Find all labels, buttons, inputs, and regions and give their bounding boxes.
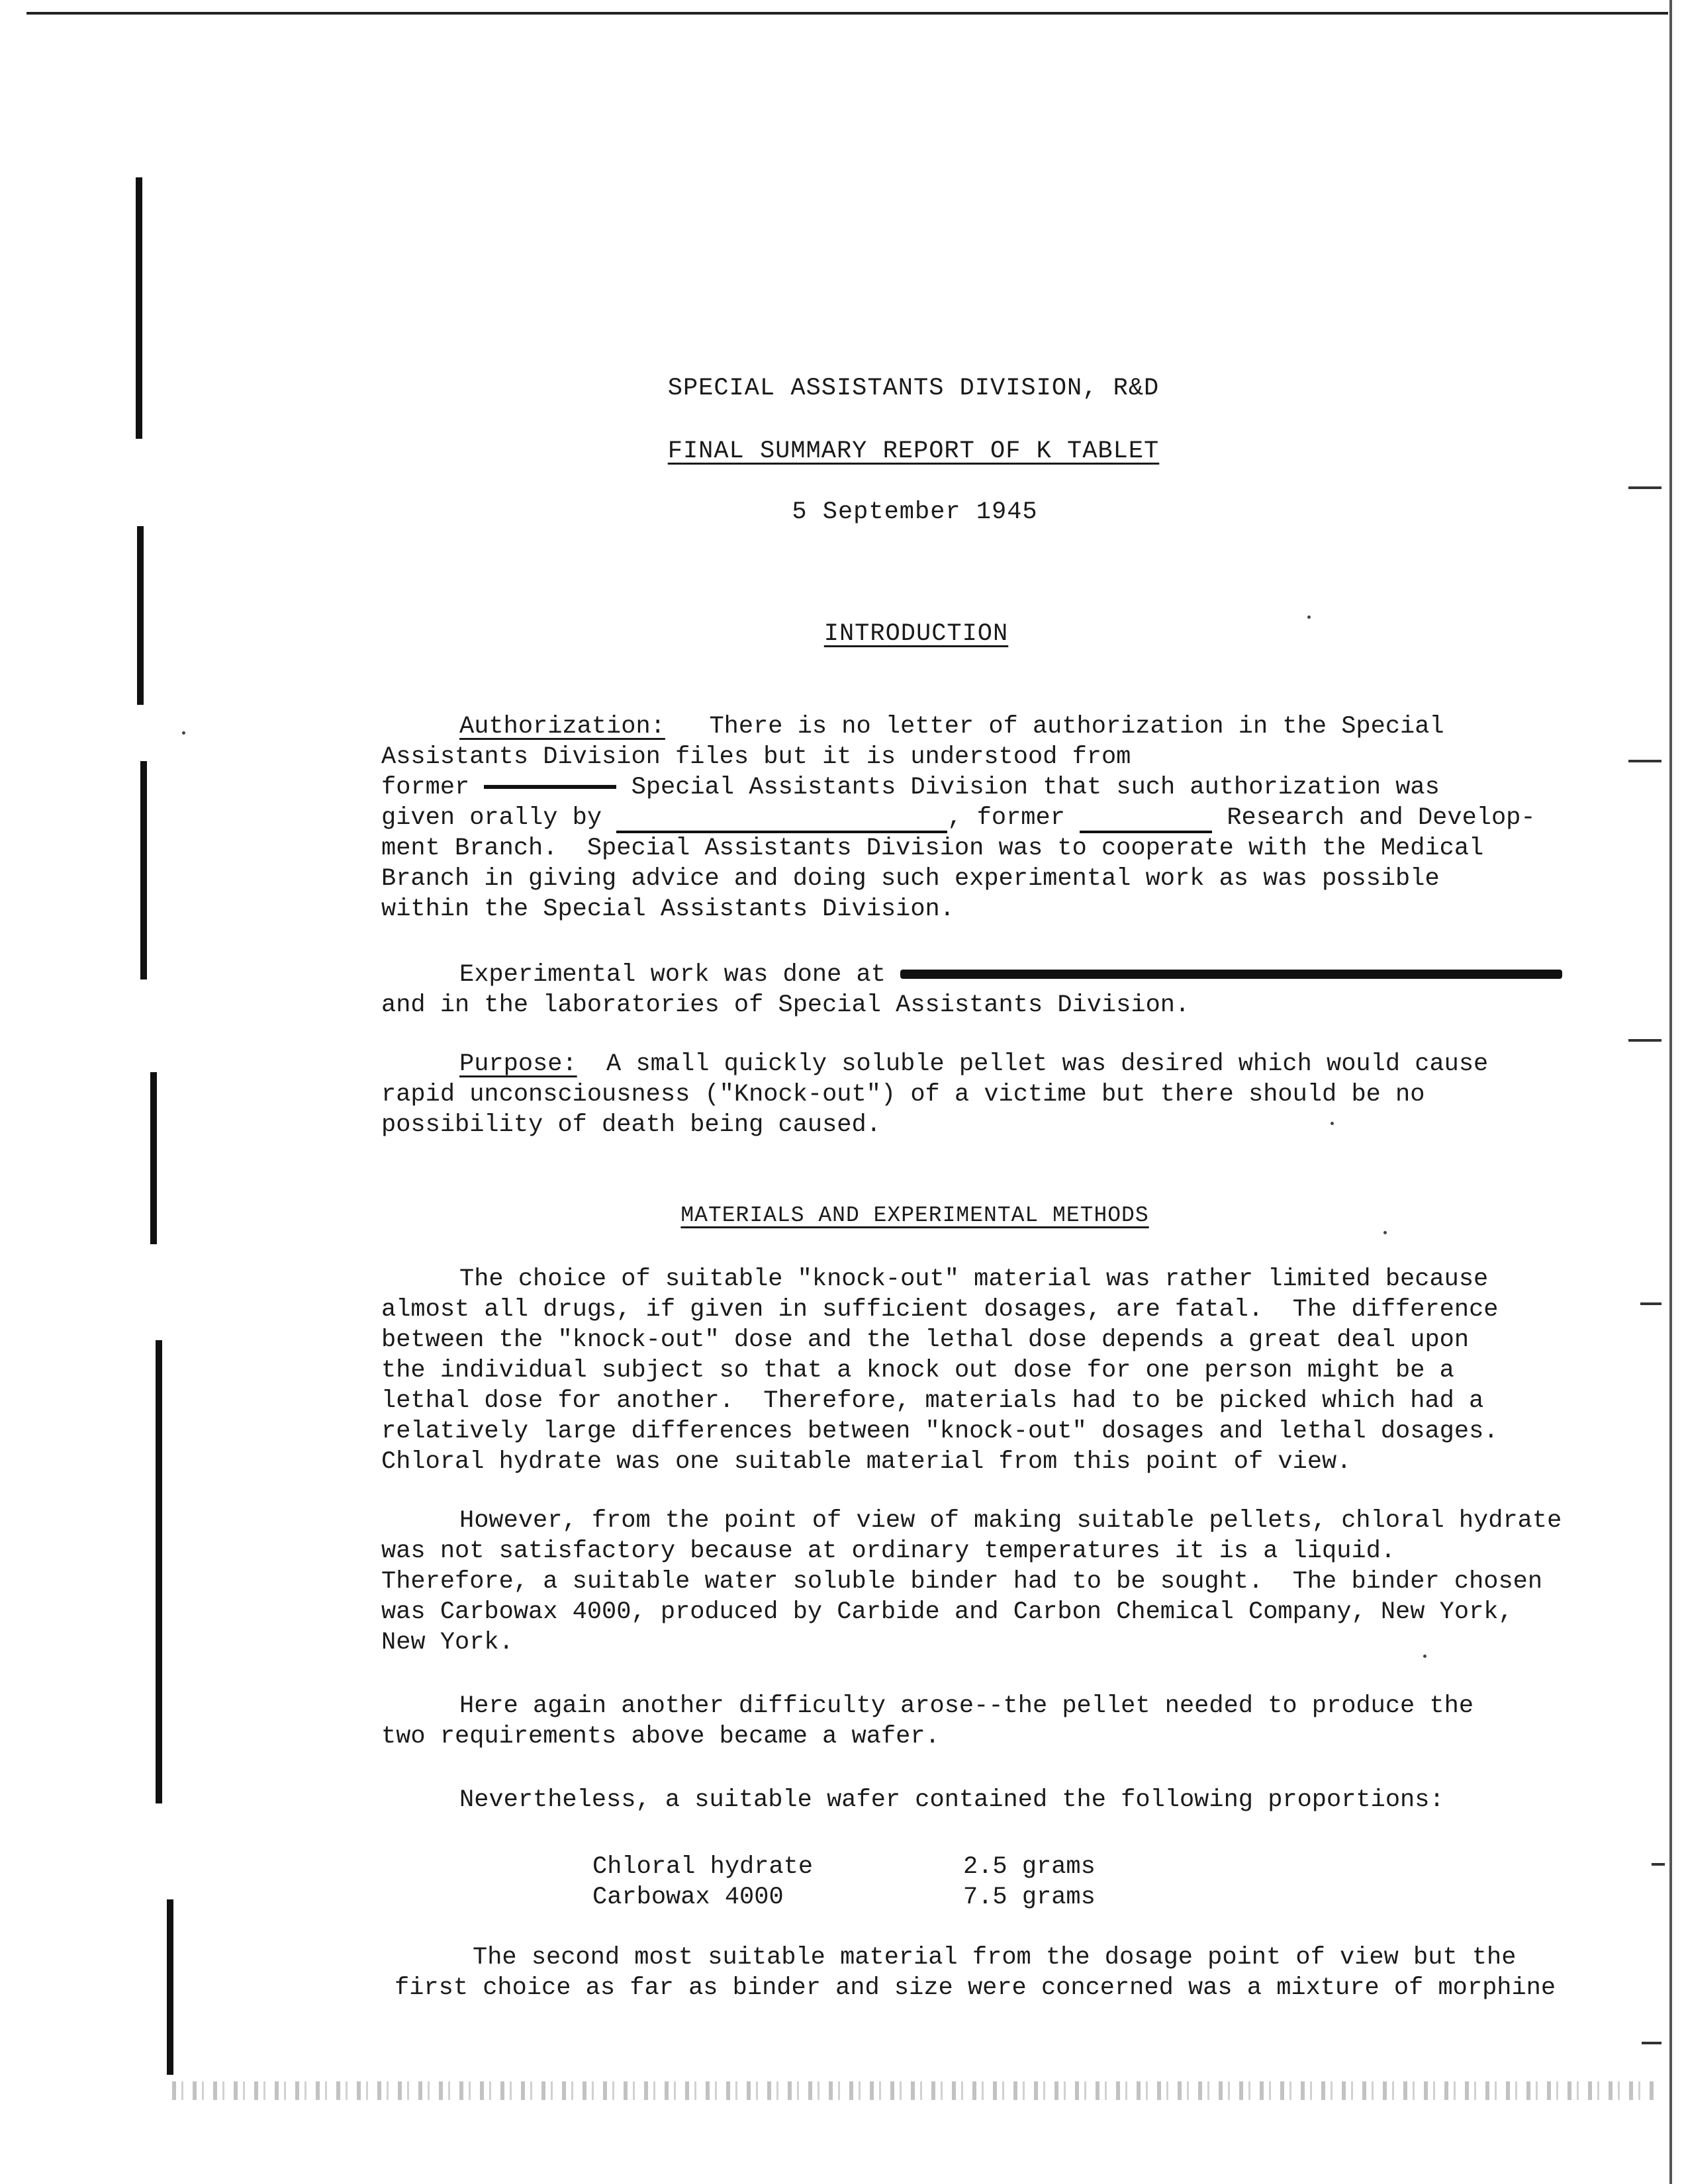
redaction-blank <box>616 811 947 833</box>
materials-paragraph-4: Nevertheless, a suitable wafer contained the following proportions: <box>459 1786 1444 1814</box>
margin-bar <box>167 1899 173 2075</box>
purpose-label: Purpose: <box>459 1050 577 1078</box>
report-date: 5 September 1945 <box>792 498 1038 526</box>
top-rule <box>26 12 1668 15</box>
margin-mark <box>1628 1039 1661 1042</box>
margin-mark <box>1628 486 1661 489</box>
margin-bar <box>140 761 147 979</box>
scan-noise <box>172 2081 1655 2100</box>
redaction-bar <box>900 970 1562 979</box>
scan-speck <box>1383 1231 1387 1234</box>
wafer-formula <box>592 1852 1096 1913</box>
experimental-paragraph: Experimental work was done at and in the laboratories of Special Assistants Division. <box>381 960 1639 1021</box>
materials-heading: MATERIALS AND EXPERIMENTAL METHODS <box>680 1203 1149 1228</box>
margin-mark <box>1642 2042 1661 2044</box>
scan-speck <box>1307 615 1311 619</box>
margin-bar <box>137 526 144 705</box>
materials-paragraph-3: Here again another difficulty arose--the pellet needed to produce the two requirements above became a wafer. <box>381 1692 1474 1751</box>
materials-paragraph-5: The second most suitable material from the dosage point of view but the first choice as far as binder and size were concerned was a mixture of morphine <box>395 1944 1556 2002</box>
redaction-blank <box>1080 811 1212 833</box>
materials-paragraph-1: The choice of suitable "knock-out" material was rather limited because almost all drugs, if given in sufficient dosages, are fatal. The difference between the "knock-out" dose and the lethal dose depends a great deal upon the individual subject so that a knock out dose for one person might be a lethal dose for another. Therefore, materials had to be picked which had a relatively large differences between "knock-out" dosages and lethal dosages. Chloral hydrate was one suitable material from this point of view. <box>381 1265 1499 1476</box>
page-edge <box>1669 0 1672 2184</box>
division-title: SPECIAL ASSISTANTS DIVISION, R&D <box>667 375 1160 402</box>
purpose-paragraph: Purpose: A small quickly soluble pellet was desired which would cause rapid unconsciousness ("Knock-out") of a victime but there should be no possibility of death being caused. <box>381 1050 1489 1139</box>
formula-row: Carbowax 4000 7.5 grams <box>592 1884 1096 1911</box>
scan-speck <box>182 731 185 735</box>
margin-mark <box>1640 1302 1661 1305</box>
margin-bar <box>156 1340 162 1803</box>
materials-paragraph-2: However, from the point of view of making suitable pellets, chloral hydrate was not satisfactory because at ordinary temperatures it is a liquid. Therefore, a suitable water soluble binder had to be sought. The binder chosen was Carbowax 4000, produced by Carbide and Carbon Chemical Company, New York, New York. <box>381 1507 1562 1657</box>
redaction-bar <box>484 785 616 789</box>
margin-mark <box>1652 1863 1665 1866</box>
authorization-paragraph: Authorization: There is no letter of authorization in the Special Assistants Division files but it is understood from former Special Assistants Division that such authorization was given orally by , former Research and Develop- ment Branch. Special Assistants Division was to cooperate with the Medical Branch in giving advice and doing such experimental work as was possible within the Special Assistants Division. <box>381 713 1536 923</box>
formula-row: Chloral hydrate 2.5 grams <box>592 1853 1096 1881</box>
report-title: FINAL SUMMARY REPORT OF K TABLET <box>667 437 1160 465</box>
introduction-heading: INTRODUCTION <box>823 620 1009 648</box>
authorization-label: Authorization: <box>459 713 665 741</box>
